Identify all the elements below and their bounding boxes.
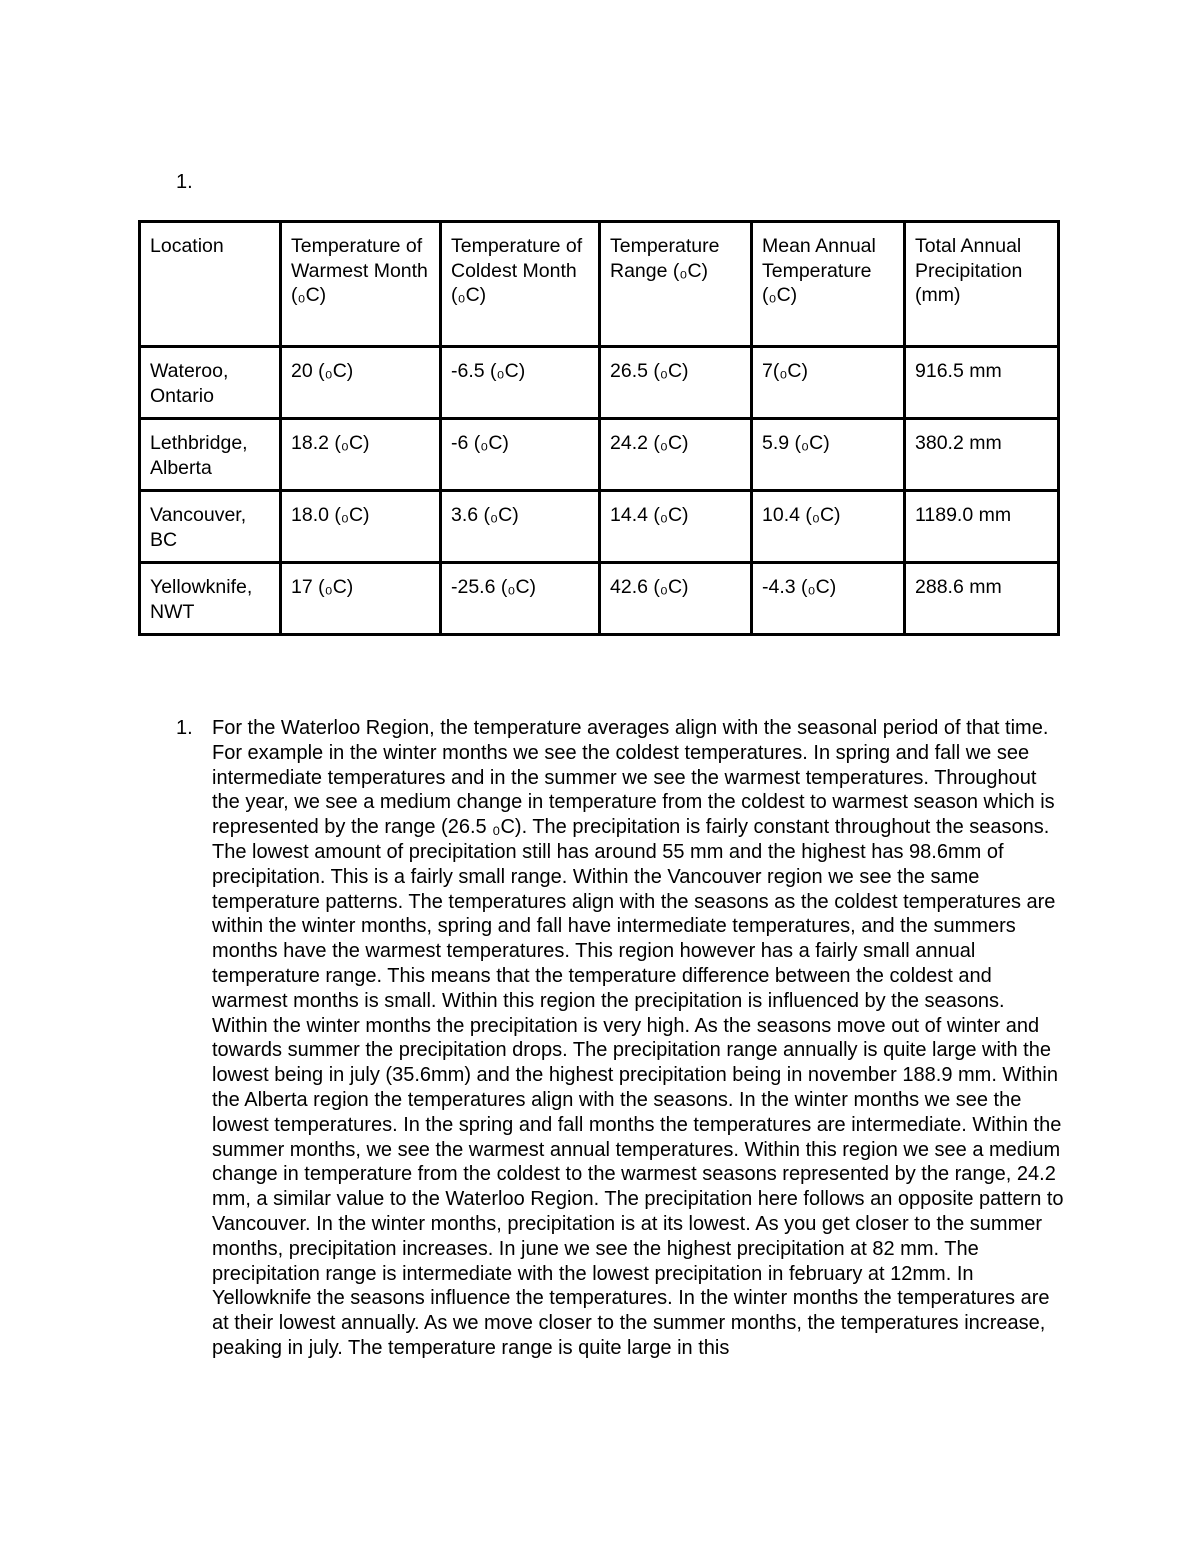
cell-range: 14.4 (₀C) (600, 491, 752, 563)
header-temperature-range: Temperature Range (₀C) (600, 222, 752, 347)
header-location: Location (140, 222, 281, 347)
header-warmest-month: Temperature of Warmest Month (₀C) (281, 222, 441, 347)
cell-location: Wateroo, Ontario (140, 347, 281, 419)
cell-mean: 7(₀C) (752, 347, 905, 419)
cell-coldest: -6.5 (₀C) (441, 347, 600, 419)
cell-coldest: 3.6 (₀C) (441, 491, 600, 563)
cell-precipitation: 1189.0 mm (905, 491, 1059, 563)
cell-location: Lethbridge, Alberta (140, 419, 281, 491)
table-row (140, 419, 1059, 491)
table-row (140, 491, 1059, 563)
header-coldest-month: Temperature of Coldest Month (₀C) (441, 222, 600, 347)
cell-coldest: -25.6 (₀C) (441, 563, 600, 635)
cell-range: 26.5 (₀C) (600, 347, 752, 419)
cell-range: 24.2 (₀C) (600, 419, 752, 491)
cell-precipitation: 380.2 mm (905, 419, 1059, 491)
table-row (140, 563, 1059, 635)
cell-precipitation: 288.6 mm (905, 563, 1059, 635)
cell-mean: 10.4 (₀C) (752, 491, 905, 563)
cell-range: 42.6 (₀C) (600, 563, 752, 635)
cell-mean: 5.9 (₀C) (752, 419, 905, 491)
answer-list (176, 716, 1066, 1381)
cell-location: Vancouver, BC (140, 491, 281, 563)
table-header-row (140, 222, 1059, 347)
climate-data-table (138, 220, 1060, 636)
answer-number: 1. (176, 717, 193, 739)
cell-warmest: 20 (₀C) (281, 347, 441, 419)
cell-mean: -4.3 (₀C) (752, 563, 905, 635)
answer-paragraph: For the Waterloo Region, the temperature averages align with the seasonal period of that time. For example in the winter months we see the coldest temperatures. In spring and fall we see intermediate temperatures and in the summer we see the warmest temperatures. Throughout the year, we see a medium change in temperature from the coldest to warmest season which is represented by the range (26.5 ₀C). The precipitation is fairly constant throughout the seasons. The lowest amount of precipitation still has around 55 mm and the highest has 98.6mm of precipitation. This is a fairly small range. Within the Vancouver region we see the same temperature patterns. The temperatures align with the seasons as the coldest temperatures are within the winter months, spring and fall have intermediate temperatures, and the summers months have the warmest temperatures. This region however has a fairly small annual temperature range. This means that the temperature difference between the coldest and warmest months is small. Within this region the precipitation is influenced by the seasons. Within the winter months the precipitation is very high. As the seasons move out of winter and towards summer the precipitation drops. The precipitation range annually is quite large with the lowest being in july (35.6mm) and the highest precipitation being in november 188.9 mm. Within the Alberta region the temperatures align with the seasons. In the winter months we see the lowest temperatures. In the spring and fall months the temperatures are intermediate. Within the summer months, we see the warmest annual temperatures. Within this region we see a medium change in temperature from the coldest to the warmest seasons represented by the range, 24.2 mm, a similar value to the Waterloo Region. The precipitation here follows an opposite pattern to Vancouver. In the winter months, precipitation is at its lowest. As you get closer to the summer months, precipitation increases. In june we see the highest precipitation at 82 mm. The precipitation range is intermediate with the lowest precipitation in february at 12mm. In Yellowknife the seasons influence the temperatures. In the winter months the temperatures are at their lowest annually. As we move closer to the summer months, the temperatures increase, peaking in july. The temperature range is quite large in this (212, 717, 1064, 1359)
table-row (140, 347, 1059, 419)
cell-coldest: -6 (₀C) (441, 419, 600, 491)
header-total-precipitation: Total Annual Precipitation (mm) (905, 222, 1059, 347)
cell-warmest: 18.0 (₀C) (281, 491, 441, 563)
cell-warmest: 17 (₀C) (281, 563, 441, 635)
cell-warmest: 18.2 (₀C) (281, 419, 441, 491)
cell-location: Yellowknife, NWT (140, 563, 281, 635)
section-number: 1. (176, 171, 193, 193)
cell-precipitation: 916.5 mm (905, 347, 1059, 419)
header-mean-annual-temperature: Mean Annual Temperature (₀C) (752, 222, 905, 347)
